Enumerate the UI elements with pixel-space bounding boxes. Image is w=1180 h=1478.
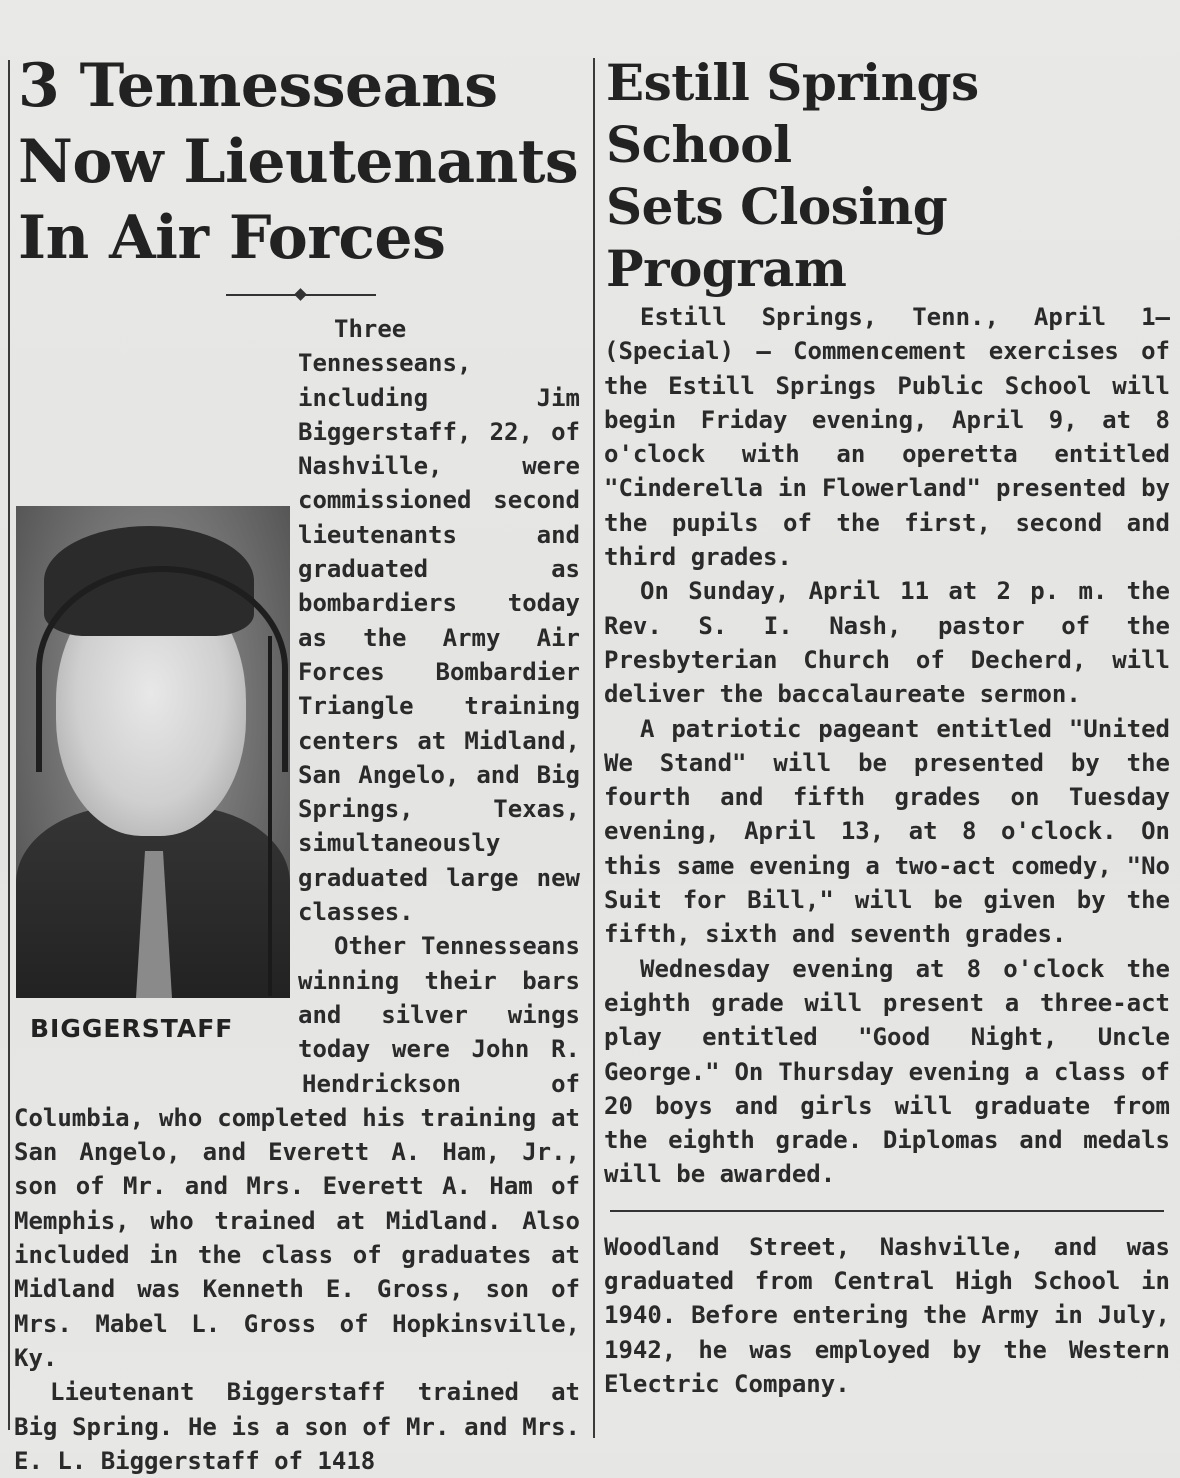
photo-caption: BIGGERSTAFF: [30, 1014, 234, 1043]
left-paragraph-2: Other Tennesseans winning their bars and silver wings today were John R. Hendrickson of Columbia, who completed his training at San Angelo, and Everett A. Ham, Jr., son of Mr. and Mrs. Everett A. Ham of Memphis, who trained at Midland. Also included in the class of graduates at Midland was Kenneth E. Gross, son of Mrs. Mabel L. Gross of Hopkinsville, Ky.: [14, 932, 580, 1372]
headline-dash-ornament: [14, 286, 580, 304]
right-article-body: [604, 300, 1170, 1401]
right-article: [604, 48, 1170, 1401]
left-headline-line-3: In Air Forces: [18, 203, 446, 273]
left-paragraph-3: Lieutenant Biggerstaff trained at Big Spring. He is a son of Mr. and Mrs. E. L. Biggerstaff of 1418: [14, 1378, 580, 1475]
left-column-rule: [8, 60, 10, 1430]
left-headline: [14, 48, 580, 276]
right-headline: [604, 52, 1170, 300]
right-paragraph-4: Wednesday evening at 8 o'clock the eighth grade will present a three-act play entitled "Good Night, Uncle George." On Thursday evening a class of 20 boys and girls will graduate from the eighth grade. Diplomas and medals will be awarded.: [604, 954, 1170, 1189]
continued-text: Woodland Street, Nashville, and was graduated from Central High School in 1940. Before entering the Army in July, 1942, he was employed by the Western Electric Company.: [604, 1232, 1170, 1398]
portrait-photo-block: [16, 506, 296, 1043]
right-headline-line-2: Sets Closing Program: [606, 177, 948, 298]
left-paragraph-1-text: Three Tennesseans, including Jim Biggerstaff, 22, of Nashville, were commissioned second lieutenants and graduated as bombardiers today as the Army Air Forces Bombardier Triangle training centers at Midland, San Angelo, and Big Springs, Texas, simultaneously graduated large new classes.: [298, 315, 580, 927]
column-divider: [593, 58, 595, 1438]
left-headline-line-2: Now Lieutenants: [18, 127, 579, 197]
right-paragraph-2: On Sunday, April 11 at 2 p. m. the Rev. S. I. Nash, pastor of the Presbyterian Church of Decherd, will deliver the baccalaureate sermon.: [604, 577, 1170, 709]
right-paragraph-1: Estill Springs, Tenn., April 1—(Special) — Commencement exercises of the Estill Springs Public School will begin Friday evening, April 9, at 8 o'clock with an operetta entitled "Cinderella in Flowerland" presented by the pupils of the first, second and third grades.: [604, 303, 1170, 572]
right-paragraph-3: A patriotic pageant entitled "United We Stand" will be presented by the fourth and fifth grades on Tuesday evening, April 13, at 8 o'clock. On this same evening a two-act comedy, "No Suit for Bill," will be given by the fifth, sixth and seventh grades.: [604, 714, 1170, 949]
section-rule: [610, 1210, 1164, 1212]
portrait-photo: [16, 506, 290, 998]
left-headline-line-1: 3 Tennesseans: [18, 51, 498, 121]
right-headline-line-1: Estill Springs School: [606, 53, 979, 174]
